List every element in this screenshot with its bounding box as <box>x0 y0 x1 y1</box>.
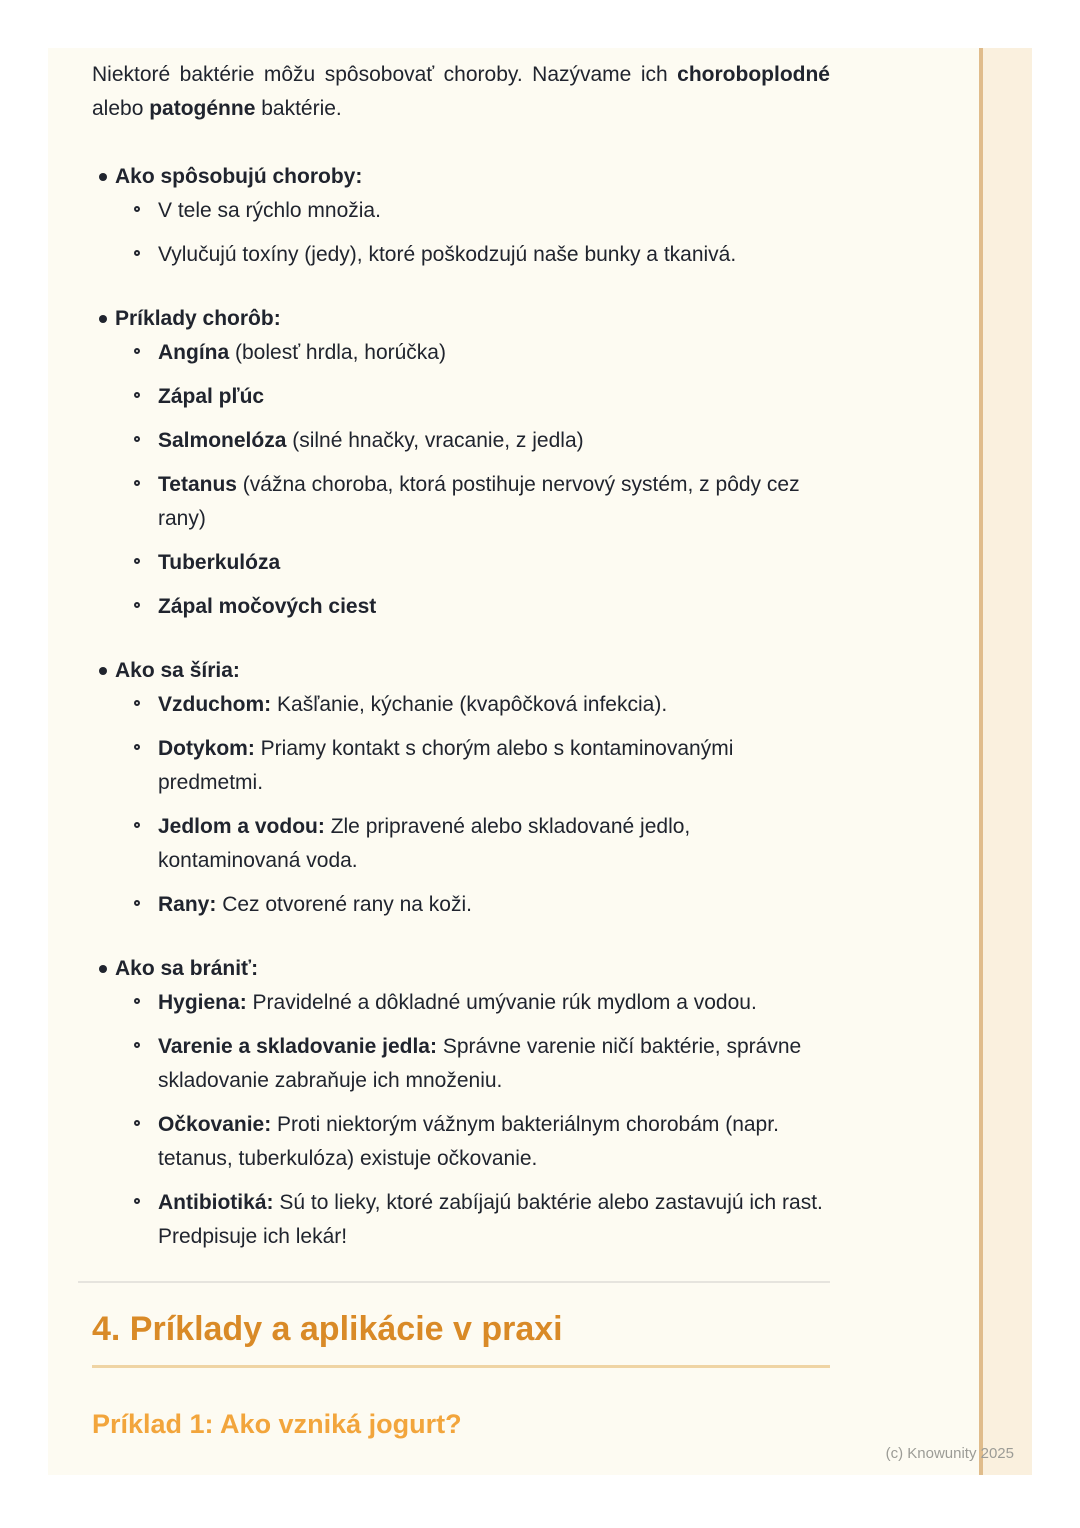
circle-bullet-icon <box>134 206 140 212</box>
page-content <box>48 48 830 1440</box>
intro-text: alebo <box>92 97 150 120</box>
list-item <box>92 1108 830 1176</box>
list-item <box>92 468 830 536</box>
circle-bullet-icon <box>134 348 140 354</box>
list-item-bold: Zápal pľúc <box>158 385 265 408</box>
section-how-cause-disease <box>92 160 830 272</box>
list-item <box>92 732 830 800</box>
disc-bullet-icon <box>99 315 107 323</box>
circle-bullet-icon <box>134 700 140 706</box>
list-item <box>92 238 830 272</box>
section-how-defend <box>92 952 830 1254</box>
list-item <box>92 546 830 580</box>
list-item-text: Zle pripravené alebo skladované jedlo, kontaminovaná voda. <box>158 815 691 872</box>
list-item-bold: Tuberkulóza <box>158 551 281 574</box>
circle-bullet-icon <box>134 1042 140 1048</box>
list-item <box>92 194 830 228</box>
copyright-note: (c) Knowunity 2025 <box>885 1445 1014 1462</box>
circle-bullet-icon <box>134 998 140 1004</box>
list-item-bold: Angína <box>158 341 230 364</box>
list-item-bold: Hygiena: <box>158 991 247 1014</box>
list-item-text: Kašľanie, kýchanie (kvapôčková infekcia). <box>271 693 668 716</box>
intro-bold-patogenne: patogénne <box>149 97 256 120</box>
intro-bold-choroboplodne: choroboplodné <box>677 63 830 86</box>
circle-bullet-icon <box>134 250 140 256</box>
list-item-text: Proti niektorým vážnym bakteriálnym chorobám (napr. tetanus, tuberkulóza) existuje očkovanie. <box>158 1113 779 1170</box>
list-item <box>92 986 830 1020</box>
intro-text: baktérie. <box>255 97 342 120</box>
list-item-bold: Zápal močových ciest <box>158 595 377 618</box>
circle-bullet-icon <box>134 602 140 608</box>
list-item <box>92 688 830 722</box>
list-item-text: Priamy kontakt s chorým alebo s kontaminovanými predmetmi. <box>158 737 734 794</box>
list-item-text: Vylučujú toxíny (jedy), ktoré poškodzujú naše bunky a tkanivá. <box>158 243 737 266</box>
sub-list <box>92 688 830 922</box>
list-item-text: V tele sa rýchlo množia. <box>158 199 381 222</box>
circle-bullet-icon <box>134 822 140 828</box>
list-heading-label: Ako spôsobujú choroby: <box>115 165 363 188</box>
list-heading-label: Ako sa šíria: <box>115 659 240 682</box>
list-item <box>92 1186 830 1254</box>
circle-bullet-icon <box>134 436 140 442</box>
circle-bullet-icon <box>134 558 140 564</box>
list-item <box>92 590 830 624</box>
list-item <box>92 336 830 370</box>
circle-bullet-icon <box>134 1198 140 1204</box>
list-item <box>92 810 830 878</box>
section-divider <box>78 1281 830 1283</box>
list-item-bold: Salmonelóza <box>158 429 287 452</box>
circle-bullet-icon <box>134 480 140 486</box>
list-item-bold: Jedlom a vodou: <box>158 815 325 838</box>
section-how-spread <box>92 654 830 922</box>
list-item-bold: Tetanus <box>158 473 237 496</box>
list-heading <box>92 952 830 986</box>
sub-list <box>92 336 830 624</box>
list-item-bold: Očkovanie: <box>158 1113 272 1136</box>
circle-bullet-icon <box>134 1120 140 1126</box>
circle-bullet-icon <box>134 392 140 398</box>
example-subheading: Príklad 1: Ako vzniká jogurt? <box>92 1409 462 1439</box>
list-heading-label: Príklady chorôb: <box>115 307 281 330</box>
intro-paragraph <box>92 58 830 126</box>
list-item-text: (bolesť hrdla, horúčka) <box>229 341 446 364</box>
list-item-bold: Rany: <box>158 893 217 916</box>
sub-list <box>92 986 830 1254</box>
circle-bullet-icon <box>134 900 140 906</box>
circle-bullet-icon <box>134 744 140 750</box>
disc-bullet-icon <box>99 667 107 675</box>
list-item-text: (silné hnačky, vracanie, z jedla) <box>286 429 584 452</box>
section-disease-examples <box>92 302 830 624</box>
list-item-bold: Vzduchom: <box>158 693 272 716</box>
list-item <box>92 380 830 414</box>
intro-text: Niektoré baktérie môžu spôsobovať choroby. Nazývame ich <box>92 63 678 86</box>
list-item <box>92 424 830 458</box>
list-item-bold: Varenie a skladovanie jedla: <box>158 1035 437 1058</box>
page-edge-stripe <box>979 48 1032 1475</box>
disc-bullet-icon <box>99 965 107 973</box>
list-item-text: Cez otvorené rany na koži. <box>216 893 472 916</box>
list-item <box>92 888 830 922</box>
document-page <box>48 48 1032 1475</box>
list-heading <box>92 654 830 688</box>
list-item-bold: Dotykom: <box>158 737 255 760</box>
disc-bullet-icon <box>99 173 107 181</box>
list-item-text: Správne varenie ničí baktérie, správne skladovanie zabraňuje ich množeniu. <box>158 1035 802 1092</box>
list-item-bold: Antibiotiká: <box>158 1191 274 1214</box>
list-item-text: (vážna choroba, ktorá postihuje nervový systém, z pôdy cez rany) <box>158 473 800 530</box>
list-item-text: Pravidelné a dôkladné umývanie rúk mydlom a vodou. <box>246 991 757 1014</box>
list-heading <box>92 160 830 194</box>
list-heading-label: Ako sa brániť: <box>115 957 259 980</box>
chapter-heading: 4. Príklady a aplikácie v praxi <box>92 1309 830 1368</box>
list-item-text: Sú to lieky, ktoré zabíjajú baktérie alebo zastavujú ich rast. Predpisuje ich lekár! <box>158 1191 823 1248</box>
list-item <box>92 1030 830 1098</box>
sub-list <box>92 194 830 272</box>
list-heading <box>92 302 830 336</box>
